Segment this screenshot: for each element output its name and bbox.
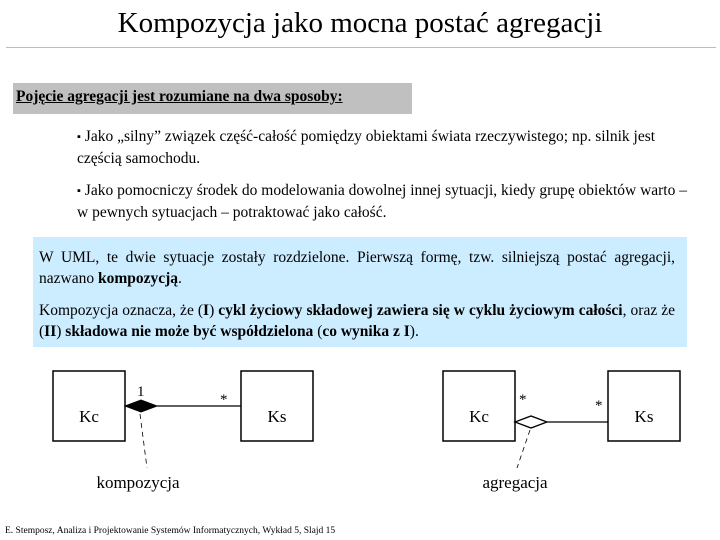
aggregation-label: agregacja <box>482 473 548 492</box>
multiplicity-part: * <box>220 392 228 408</box>
composition-diagram <box>53 371 313 492</box>
title-divider <box>6 47 716 48</box>
composition-label: kompozycja <box>96 473 180 492</box>
multiplicity-part: * <box>595 398 603 414</box>
class-box-kc <box>443 371 515 441</box>
label-pointer-line <box>140 414 147 468</box>
class-name-kc: Kc <box>79 407 99 426</box>
uml-diagrams <box>0 360 720 500</box>
para2-text: ( <box>313 323 323 340</box>
bullet-item <box>77 180 697 223</box>
class-box-ks <box>241 371 313 441</box>
bullet-square-icon: ▪ <box>77 185 81 197</box>
bullet-text: Jako pomocniczy środek do modelowania dowolnej innej sytuacji, kiedy grupę obiektów warto – w pewnych sytuacjach – potraktować jako całość. <box>77 182 687 221</box>
bullet-square-icon: ▪ <box>77 131 81 143</box>
para1-end: . <box>178 270 182 287</box>
multiplicity-whole: * <box>519 392 527 408</box>
para1-text: W UML, te dwie sytuacje zostały rozdzielone. Pierwszą formę, tzw. silniejszą postać agregacji, nazwano <box>39 249 675 287</box>
para2-rule-2: składowa nie może być współdzielona <box>65 323 314 340</box>
class-box-ks <box>608 371 680 441</box>
para2-roman-2: II <box>44 323 57 340</box>
section-label: Pojęcie agregacji jest rozumiane na dwa sposoby: <box>16 88 343 105</box>
class-box-kc <box>53 371 125 441</box>
class-name-ks: Ks <box>267 407 287 426</box>
class-name-kc: Kc <box>469 407 489 426</box>
multiplicity-whole: 1 <box>137 384 145 400</box>
class-name-ks: Ks <box>634 407 654 426</box>
bullet-text: Jako „silny” związek część-całość pomiędzy obiektami świata rzeczywistego; np. silnik jest częścią samochodu. <box>77 128 656 167</box>
para2-text: ) <box>209 302 219 319</box>
para2-text: , oraz że ( <box>39 302 676 340</box>
para2-text: ). <box>409 323 419 340</box>
filled-diamond-icon <box>125 400 157 412</box>
para1-term: kompozycją <box>97 270 179 287</box>
para2-text: ) <box>56 323 66 340</box>
bullet-item <box>77 126 697 169</box>
para2-text: Kompozycja oznacza, że ( <box>39 302 204 319</box>
composition-paragraph <box>39 300 675 342</box>
label-pointer-line <box>517 430 530 468</box>
slide-title: Kompozycja jako mocna postać agregacji <box>117 7 603 39</box>
para2-rule-1: cykl życiowy składowej zawiera się w cyklu życiowym całości <box>218 302 623 319</box>
uml-paragraph <box>39 247 675 289</box>
aggregation-diagram <box>443 371 680 492</box>
hollow-diamond-icon <box>515 416 547 428</box>
para2-note: co wynika z I <box>322 323 410 340</box>
para2-roman-1: I <box>203 302 210 319</box>
slide-footer: E. Stemposz, Analiza i Projektowanie Systemów Informatycznych, Wykład 5, Slajd 15 <box>5 526 336 536</box>
